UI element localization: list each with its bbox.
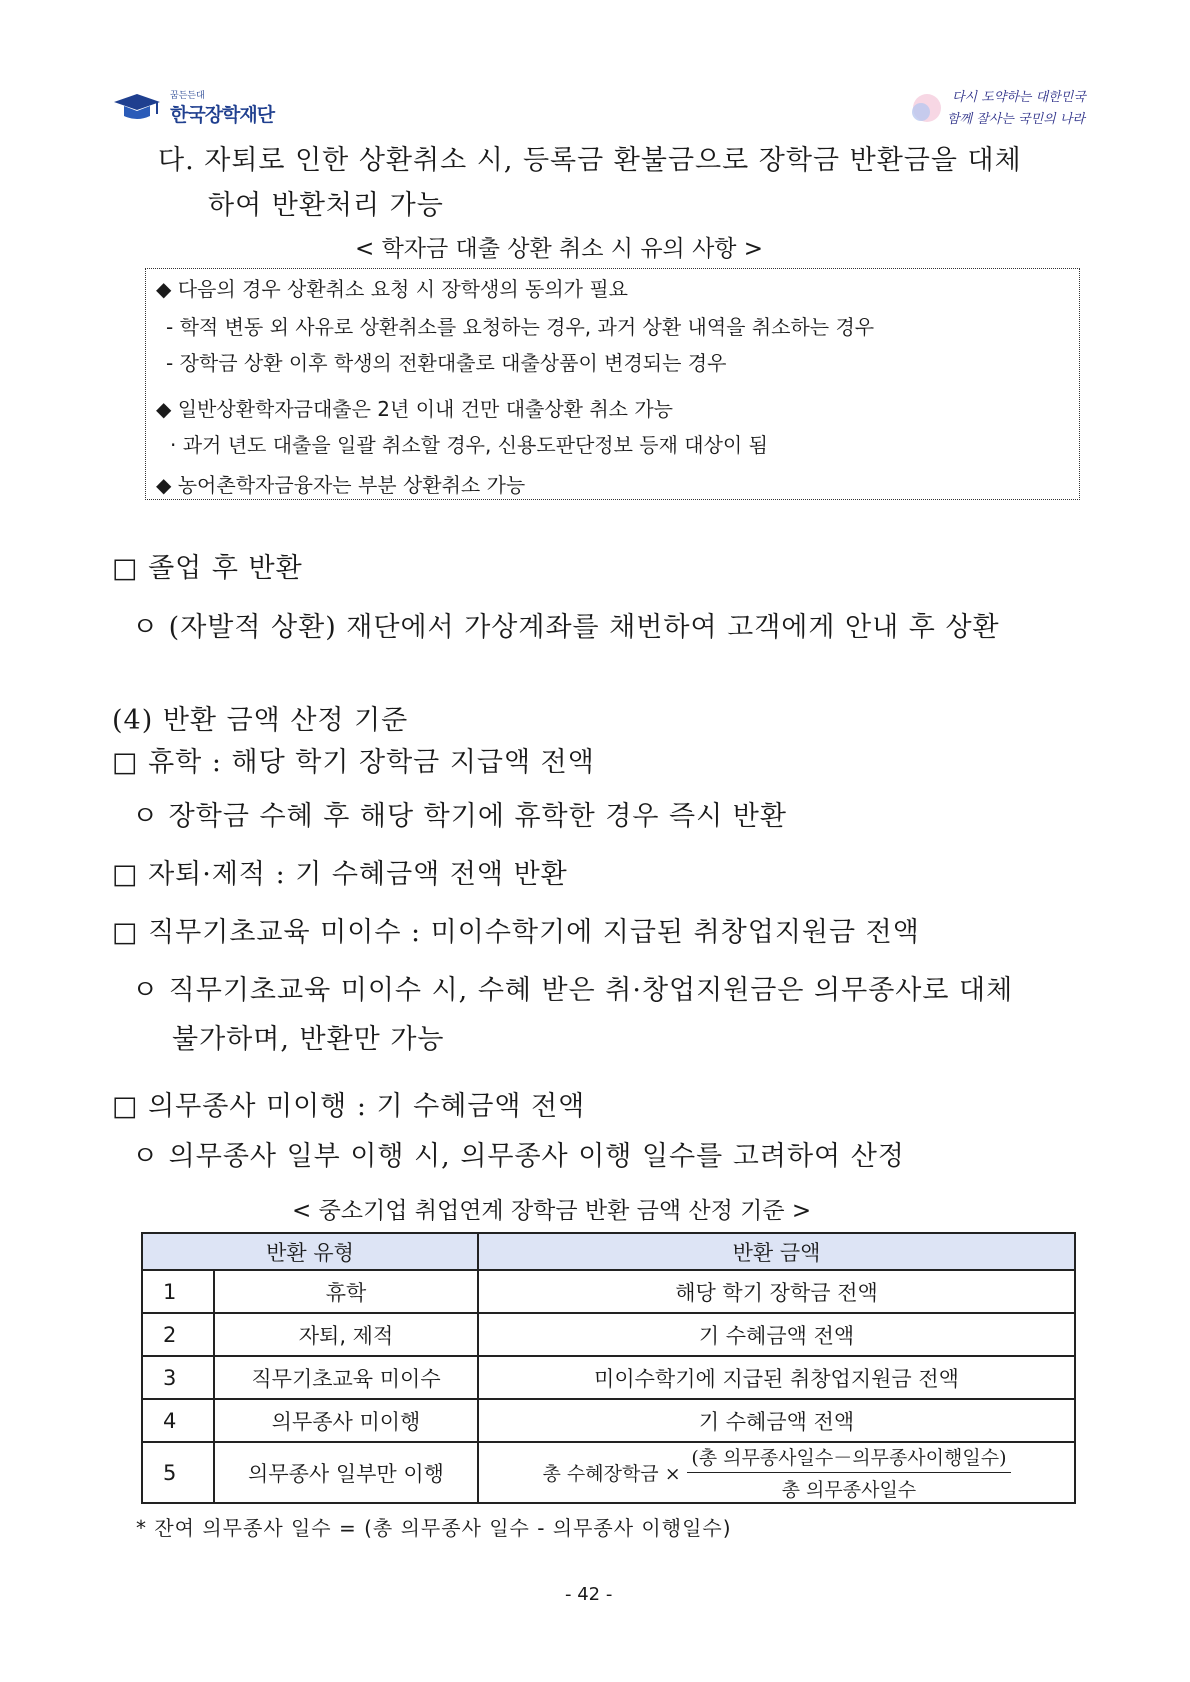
notice-box [145, 268, 1080, 500]
dropout-heading: □ 자퇴·제적 : 기 수혜금액 전액 반환 [112, 859, 568, 890]
refund-criteria-table [141, 1232, 1076, 1504]
row-number: 1 [142, 1270, 214, 1313]
notice-sub-1-1: - 학적 변동 외 사유로 상환취소를 요청하는 경우, 과거 상환 내역을 취소하는 경우 [166, 315, 875, 339]
graduation-heading: □ 졸업 후 반환 [112, 553, 303, 584]
table-row [142, 1270, 1075, 1313]
formula-denominator: 총 의무종사일수 [781, 1479, 917, 1501]
notice-bullet-2: ◆ 일반상환학자금대출은 2년 이내 건만 대출상환 취소 가능 [156, 397, 673, 421]
box-title: < 학자금 대출 상환 취소 시 유의 사항 > [355, 236, 764, 262]
notice-bullet-1: ◆ 다음의 경우 상환취소 요청 시 장학생의 동의가 필요 [156, 277, 628, 301]
row-number: 4 [142, 1399, 214, 1442]
row-type: 자퇴, 제적 [214, 1313, 478, 1356]
row-type: 의무종사 일부만 이행 [214, 1442, 478, 1503]
table-row [142, 1399, 1075, 1442]
slogan-emblem-icon [907, 88, 947, 128]
duty-heading: □ 의무종사 미이행 : 기 수혜금액 전액 [112, 1091, 586, 1122]
item-da-continued: 하여 반환처리 가능 [208, 190, 444, 221]
kosaf-logo [112, 86, 292, 130]
row-amount-formula [478, 1442, 1075, 1503]
item-da: 다. 자퇴로 인한 상환취소 시, 등록금 환불금으로 장학금 반환금을 대체 [158, 145, 1022, 176]
leave-heading: □ 휴학 : 해당 학기 장학금 지급액 전액 [112, 747, 595, 778]
formula-prefix: 총 수혜장학금 × [542, 1463, 681, 1485]
notice-bullet-3: ◆ 농어촌학자금융자는 부분 상환취소 가능 [156, 473, 526, 497]
table-row [142, 1442, 1075, 1503]
row-number: 2 [142, 1313, 214, 1356]
table-caption: < 중소기업 취업연계 장학금 반환 금액 산정 기준 > [292, 1198, 812, 1224]
row-amount: 기 수혜금액 전액 [478, 1313, 1075, 1356]
row-number: 5 [142, 1442, 214, 1503]
table-row [142, 1356, 1075, 1399]
row-amount: 기 수혜금액 전액 [478, 1399, 1075, 1442]
logo-org-name: 한국장학재단 [170, 104, 275, 126]
government-slogan-logo [907, 82, 1092, 132]
slogan-line-1: 다시 도약하는 대한민국 [952, 90, 1086, 105]
formula-numerator: (총 의무종사일수－의무종사이행일수) [687, 1443, 1010, 1473]
graduation-cap-icon [112, 92, 162, 124]
row-type: 의무종사 미이행 [214, 1399, 478, 1442]
education-item: ㅇ 직무기초교육 미이수 시, 수혜 받은 취·창업지원금은 의무종사로 대체 [132, 975, 1014, 1006]
row-amount: 미이수학기에 지급된 취창업지원금 전액 [478, 1356, 1075, 1399]
section-4-title: (4) 반환 금액 산정 기준 [112, 705, 409, 736]
header-amount: 반환 금액 [478, 1233, 1075, 1270]
education-item-continued: 불가하며, 반환만 가능 [172, 1024, 445, 1055]
duty-item: ㅇ 의무종사 일부 이행 시, 의무종사 이행 일수를 고려하여 산정 [132, 1141, 905, 1172]
formula-fraction [687, 1443, 1010, 1502]
slogan-line-2: 함께 잘사는 국민의 나라 [947, 112, 1085, 127]
table-row [142, 1313, 1075, 1356]
notice-sub-2-1: · 과거 년도 대출을 일괄 취소할 경우, 신용도판단정보 등재 대상이 됨 [170, 433, 768, 457]
header-type: 반환 유형 [142, 1233, 478, 1270]
table-note: * 잔여 의무종사 일수 = (총 의무종사 일수 - 의무종사 이행일수) [136, 1516, 732, 1540]
row-amount: 해당 학기 장학금 전액 [478, 1270, 1075, 1313]
notice-sub-1-2: - 장학금 상환 이후 학생의 전환대출로 대출상품이 변경되는 경우 [166, 351, 727, 375]
page-number: - 42 - [565, 1584, 613, 1605]
leave-item: ㅇ 장학금 수혜 후 해당 학기에 휴학한 경우 즉시 반환 [132, 801, 787, 832]
row-type: 휴학 [214, 1270, 478, 1313]
education-heading: □ 직무기초교육 미이수 : 미이수학기에 지급된 취창업지원금 전액 [112, 917, 920, 948]
row-type: 직무기초교육 미이수 [214, 1356, 478, 1399]
logo-tagline: 꿈든든대 [170, 91, 205, 101]
graduation-item: ㅇ (자발적 상환) 재단에서 가상계좌를 채번하여 고객에게 안내 후 상환 [132, 612, 1000, 643]
row-number: 3 [142, 1356, 214, 1399]
table-header-row [142, 1233, 1075, 1270]
